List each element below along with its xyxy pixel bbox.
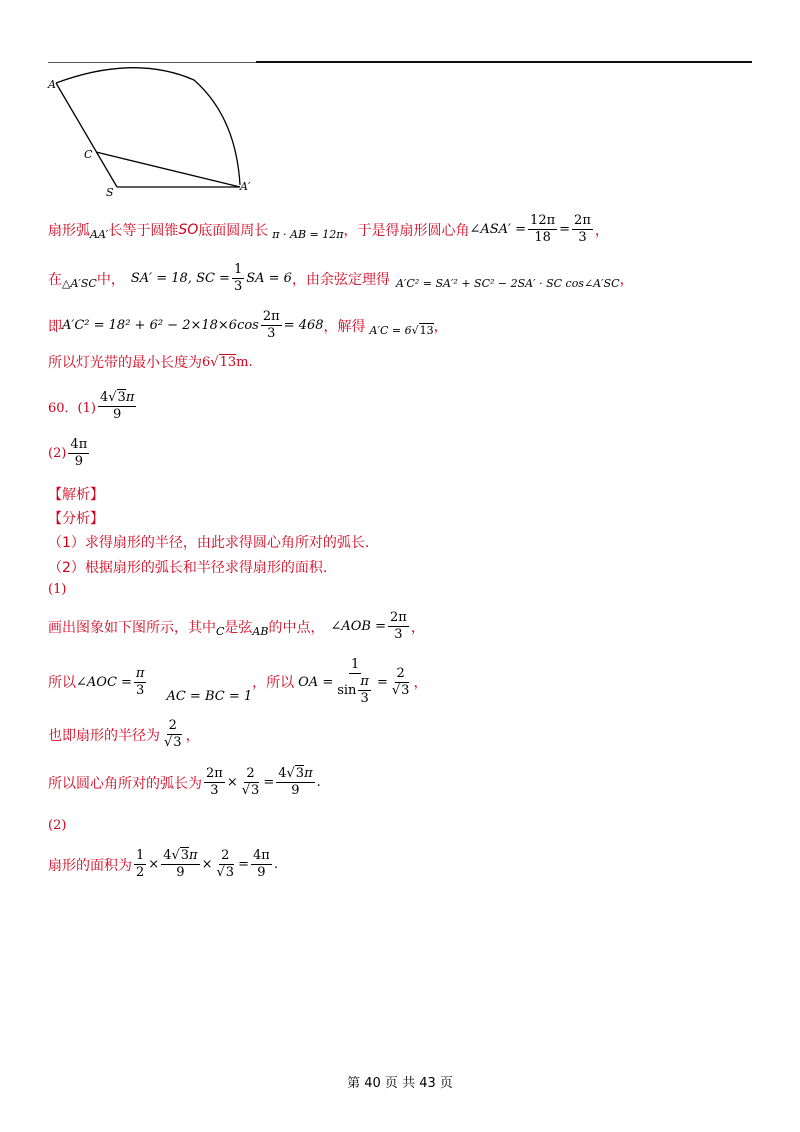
analysis-2: （2）根据扇形的弧长和半径求得扇形的面积.: [48, 560, 328, 576]
solution-step-2: 所以 ∠AOC = $\frac{\pi}{3}$ AC = BC = 1 ，所以 OA = 1 sin $\frac{\pi}{3}$ = $\frac{2}{√3}$ ，: [48, 657, 428, 706]
answer-60-2: (2) $\frac{4\pi}{9}$: [48, 437, 88, 469]
sector-figure: [44, 62, 264, 202]
jiexi-heading: 【解析】: [48, 487, 104, 503]
label-c: C: [84, 148, 93, 161]
solution-step-3: 也即扇形的半径为 $\frac{2}{√3}$ ，: [48, 718, 200, 750]
label-s: S: [106, 186, 114, 199]
header-rule-thick: [256, 61, 752, 63]
label-a-prime: A′: [240, 180, 251, 193]
solution-step-5: 扇形的面积为 $\frac{1}{2}$ × $\frac{4√3\pi}{9}$ × $\frac{2}{√3}$ = $\frac{4\pi}{9}$ .: [48, 848, 278, 880]
solution-step-1: 画出图象如下图所示，其中 C 是弦 AB 的中点， ∠AOB = $\frac{2\pi}{3}$ ，: [48, 610, 425, 642]
label-a: A: [48, 78, 56, 91]
solution-line-2: 在 △A′SC 中， SA′ = 18, SC = $\frac{1}{3}$ SA = 6 ，由余弦定理得 A′C² = SA′² + SC² − 2SA′ · SC cos∠A′SC ，: [48, 262, 634, 294]
solution-line-4: 所以灯光带的最小长度为 6 √13 m.: [48, 354, 253, 371]
solution-line-1: 扇形弧 AA′ 长等于圆锥 SO 底面圆周长 π · AB = 12π ，于是得扇形圆心角 ∠ASA′ = $\frac{12\pi}{18}$ = $\frac{2\pi}{3}$ ，: [48, 213, 609, 245]
analysis-1: （1）求得扇形的半径，由此求得圆心角所对的弧长.: [48, 535, 370, 551]
fenxi-heading: 【分析】: [48, 511, 104, 527]
sector-arc: [56, 68, 240, 185]
part-1-heading: (1): [48, 582, 67, 597]
solution-line-3: 即 A′C² = 18² + 6² − 2×18×6cos $\frac{2\pi}{3}$ = 468 ，解得 A′C = 6 √13 ，: [48, 309, 448, 341]
part-2-heading: (2): [48, 818, 67, 833]
page-footer: 第 40 页 共 43 页: [347, 1076, 453, 1091]
answer-60-1: 60．(1) $\frac{4√3\pi}{9}$: [48, 390, 135, 422]
radius-sa: [56, 83, 117, 187]
solution-step-4: 所以圆心角所对的弧长为 $\frac{2\pi}{3}$ × $\frac{2}{√3}$ = $\frac{4√3\pi}{9}$ .: [48, 766, 321, 798]
segment-ca-prime: [96, 152, 240, 187]
